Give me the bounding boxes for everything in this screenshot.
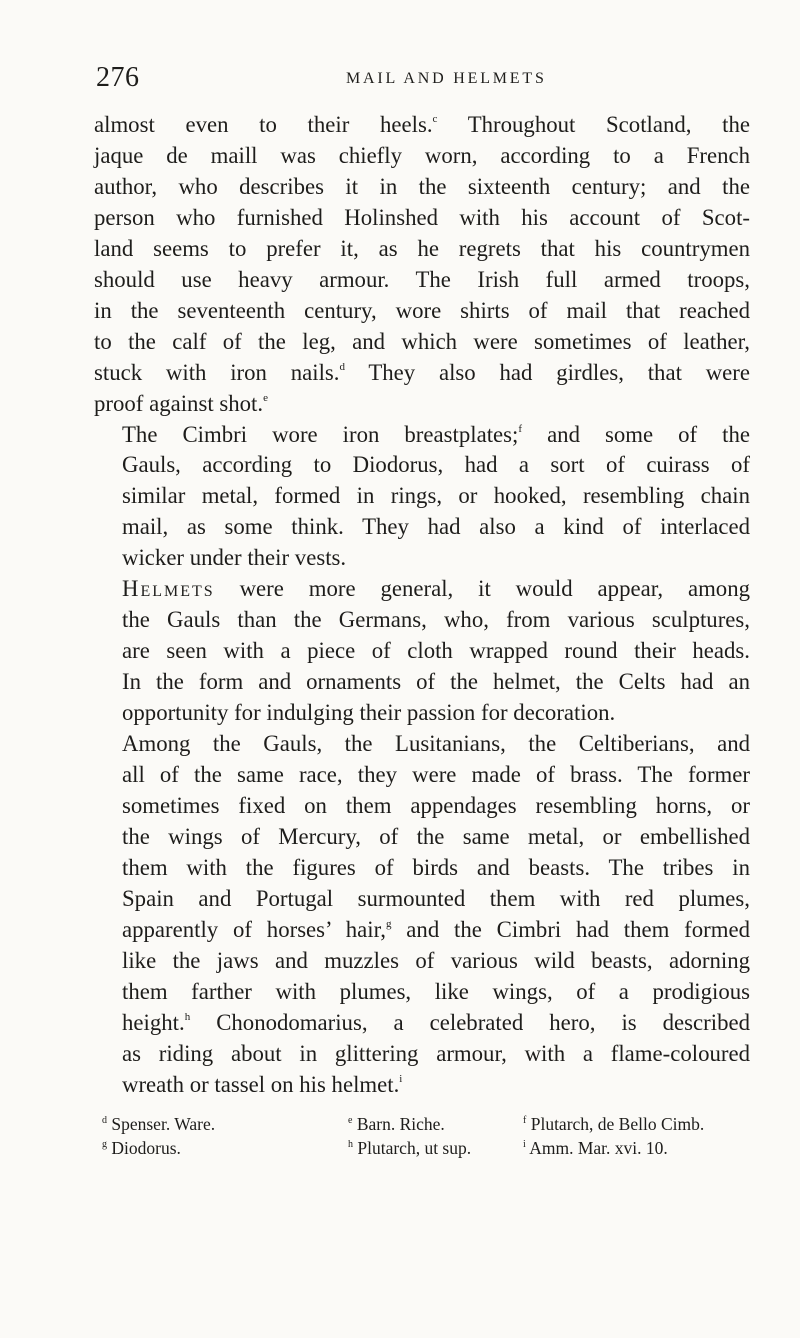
- paragraph-helmets: [94, 574, 750, 729]
- footnote-ref-i: i: [399, 1072, 403, 1085]
- page-header: [96, 62, 746, 102]
- text-line: similar metal, formed in rings, or hooked, resembling chain: [122, 483, 750, 509]
- section-term-helmets: Helmets: [122, 576, 215, 602]
- text-line: Gauls, according to Diodorus, had a sort of cuirass of: [122, 452, 750, 478]
- text-line: all of the same race, they were made of brass. The former: [122, 762, 750, 788]
- text-line: almost even to their heels.$^c$ Throughout Scotland, the: [94, 112, 751, 137]
- text-line: In the form and ornaments of the helmet, the Celts had an: [122, 669, 750, 695]
- footnote-g: $^g$ Diodorus.: [102, 1138, 181, 1158]
- body-text: [94, 110, 750, 1101]
- text-line: jaque de maill was chiefly worn, according to a French: [94, 142, 750, 168]
- text-line: the wings of Mercury, of the same metal, or embellished: [122, 823, 750, 849]
- text-line: apparently of horses’ hair,$^g$ and the Cimbri had them formed: [122, 916, 750, 942]
- text-line: The Cimbri wore iron breastplates;$^f$ and some of the: [122, 421, 750, 447]
- text-line: land seems to prefer it, as he regrets that his countrymen: [94, 235, 750, 261]
- footnote-h: $^h$ Plutarch, ut sup.: [348, 1138, 472, 1158]
- text-line: person who furnished Holinshed with his account of Scot-: [94, 204, 750, 230]
- text-line: them farther with plumes, like wings, of a prodigious: [122, 978, 750, 1004]
- text-line: sometimes fixed on them appendages resembling horns, or: [122, 792, 750, 818]
- footnote-ref-h: h: [184, 1010, 191, 1023]
- text-line: proof against shot.$^e$: [94, 390, 268, 416]
- text-line: should use heavy armour. The Irish full armed troops,: [94, 266, 750, 292]
- footnote-ref-g: g: [385, 917, 392, 930]
- footnote-row: [102, 1112, 752, 1136]
- footnotes: [102, 1112, 752, 1160]
- footnote-ref-d: d: [339, 360, 345, 373]
- footnote-ref-c: c: [432, 113, 438, 125]
- text-line: Among the Gauls, the Lusitanians, the Celtiberians, and: [122, 731, 750, 757]
- text-line: stuck with iron nails.$^d$ They also had girdles, that were: [94, 359, 750, 385]
- footnote-d: $^d$ Spenser. Ware.: [102, 1114, 216, 1134]
- text-line: like the jaws and muzzles of various wild beasts, adorning: [122, 947, 750, 973]
- text-line: them with the figures of birds and beasts. The tribes in: [122, 854, 750, 880]
- text-line: as riding about in glittering armour, with a flame-coloured: [122, 1040, 750, 1066]
- text-line: are seen with a piece of cloth wrapped round their heads.: [122, 638, 750, 664]
- text-line: height.$^h$ Chonodomarius, a celebrated hero, is described: [122, 1009, 750, 1035]
- footnote-row: [102, 1136, 752, 1160]
- footnote-f: $^f$ Plutarch, de Bello Cimb.: [523, 1114, 705, 1134]
- page-number: 276: [96, 62, 140, 93]
- text-line: author, who describes it in the sixteenth century; and the: [94, 173, 750, 199]
- text-line: wreath or tassel on his helmet.$^i$: [122, 1071, 403, 1097]
- paragraph-mail: [94, 110, 750, 420]
- text-line: the Gauls than the Germans, who, from various sculptures,: [122, 607, 750, 633]
- footnote-i: $^i$ Amm. Mar. xvi. 10.: [523, 1138, 668, 1158]
- text-line: opportunity for indulging their passion for decoration.: [122, 700, 616, 726]
- text-line: to the calf of the leg, and which were sometimes of leather,: [94, 328, 750, 354]
- text-line: mail, as some think. They had also a kind of interlaced: [122, 514, 750, 540]
- paragraph-cimbri: [94, 420, 750, 575]
- footnote-ref-f: f: [518, 422, 523, 435]
- running-head: MAIL AND HELMETS: [346, 70, 547, 87]
- text-line: wicker under their vests.: [122, 545, 347, 571]
- text-line: Helmets were more general, it would appear, among: [122, 576, 751, 602]
- footnote-e: $^e$ Barn. Riche.: [348, 1114, 445, 1134]
- paragraph-gauls: [94, 729, 750, 1100]
- text-line: in the seventeenth century, wore shirts of mail that reached: [94, 297, 750, 323]
- text-line: Spain and Portugal surmounted them with red plumes,: [122, 885, 750, 911]
- footnote-ref-e: e: [263, 391, 268, 404]
